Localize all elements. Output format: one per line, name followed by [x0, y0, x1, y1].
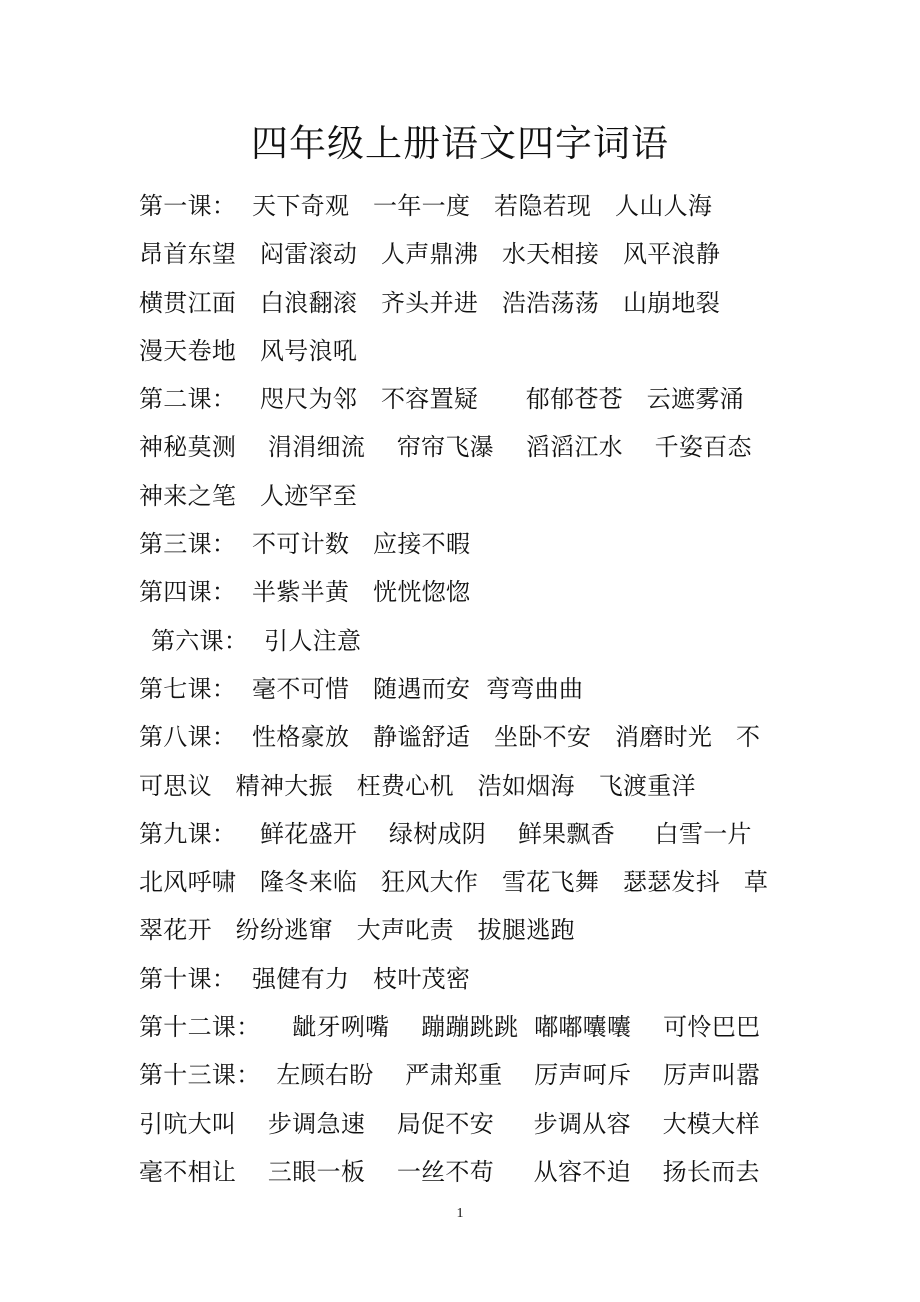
- page-number: 1: [456, 1206, 464, 1221]
- document-title: 四年级上册语文四字词语: [251, 122, 669, 165]
- text-line: 第十三课： 左顾右盼 严肃郑重 厉声呵斥 厉声叫嚣: [139, 1061, 761, 1090]
- text-line: 第一课： 天下奇观 一年一度 若隐若现 人山人海: [139, 192, 713, 220]
- vocabulary-list: [139, 182, 839, 1196]
- text-line: 第七课： 毫不可惜 随遇而安 弯弯曲曲: [139, 674, 584, 703]
- text-line: 第十二课： 龇牙咧嘴 蹦蹦跳跳 嘟嘟囔囔 可怜巴巴: [139, 1013, 761, 1042]
- text-line: 翠花开 纷纷逃窜 大声叱责 拔腿逃跑: [139, 916, 575, 945]
- text-line: 漫天卷地 风号浪吼: [139, 336, 358, 365]
- text-line: 引吭大叫 步调急速 局促不安 步调从容 大模大样: [139, 1109, 760, 1138]
- text-line: 神来之笔 人迹罕至: [139, 481, 358, 510]
- text-line: 第四课： 半紫半黄 恍恍惚惚: [139, 578, 471, 607]
- text-line: 第三课： 不可计数 应接不暇: [139, 530, 471, 559]
- text-line: 可思议 精神大振 枉费心机 浩如烟海 飞渡重洋: [139, 771, 696, 800]
- text-line: 北风呼啸 隆冬来临 狂风大作 雪花飞舞 瑟瑟发抖 草: [139, 868, 769, 897]
- text-line: 第六课： 引人注意: [151, 626, 362, 655]
- text-line: 第二课： 咫尺为邻 不容置疑 郁郁苍苍 云遮雾涌: [139, 385, 744, 414]
- text-line: 毫不相让 三眼一板 一丝不苟 从容不迫 扬长而去: [139, 1157, 760, 1186]
- text-line: 第九课： 鲜花盛开 绿树成阴 鲜果飘香 白雪一片: [139, 819, 752, 848]
- text-line: 第十课： 强健有力 枝叶茂密: [139, 964, 471, 993]
- text-line: 横贯江面 白浪翻滚 齐头并进 浩浩荡荡 山崩地裂: [139, 288, 721, 317]
- text-line: 神秘莫测 涓涓细流 帘帘飞瀑 滔滔江水 千姿百态: [139, 433, 752, 462]
- text-line: 昂首东望 闷雷滚动 人声鼎沸 水天相接 风平浪静: [139, 240, 721, 269]
- text-line: 第八课： 性格豪放 静谧舒适 坐卧不安 消磨时光 不: [139, 723, 761, 752]
